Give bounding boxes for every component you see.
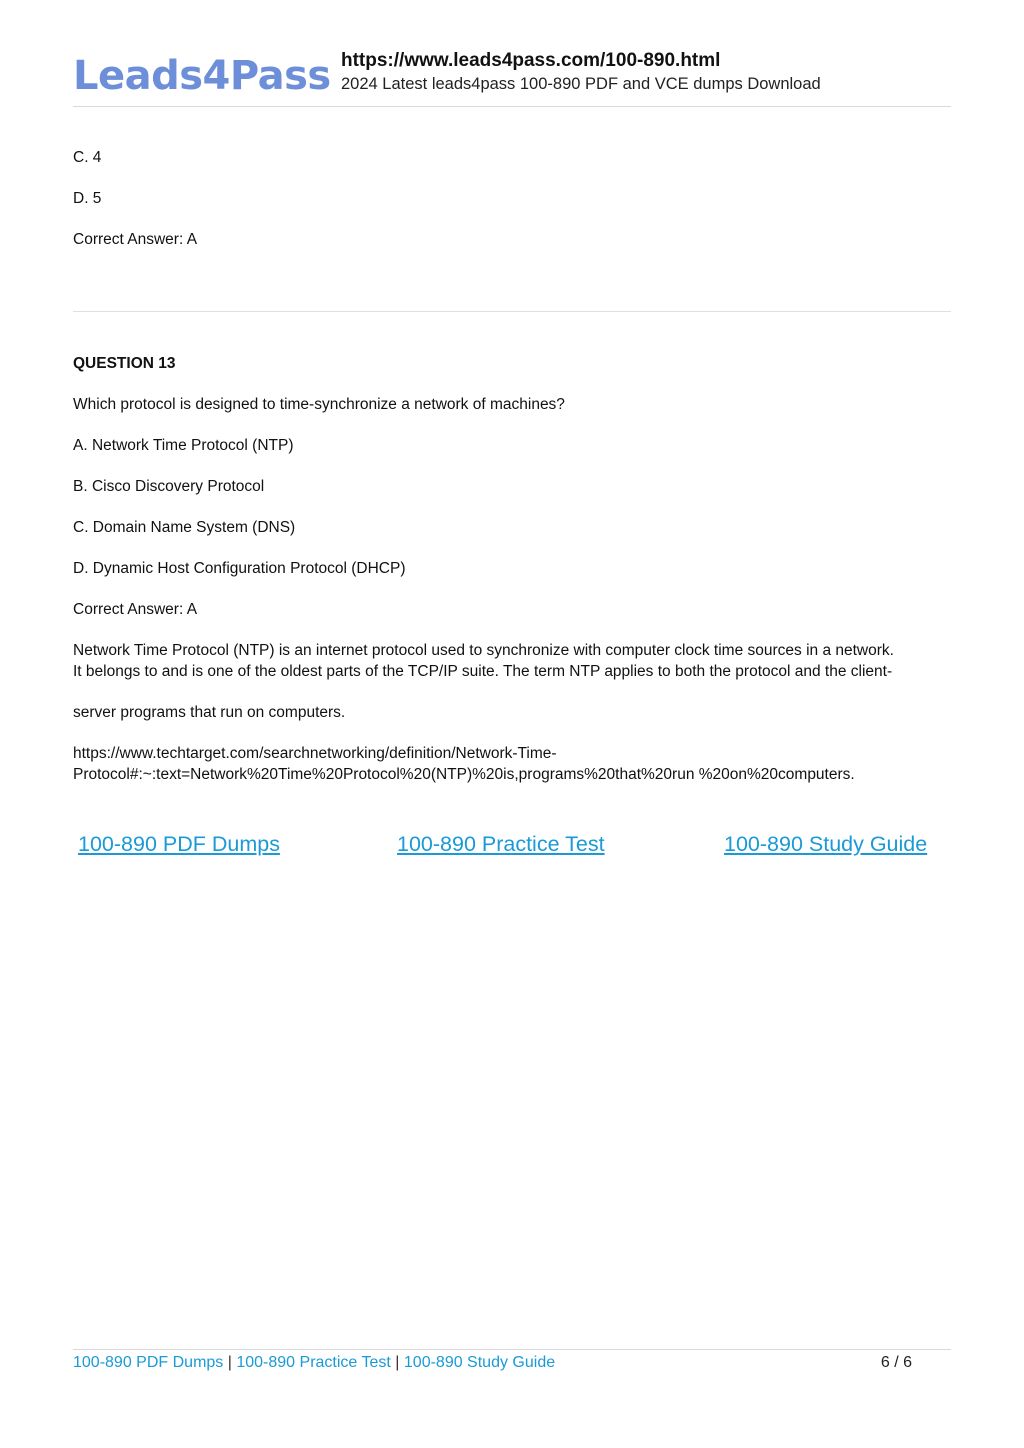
header-subtitle: 2024 Latest leads4pass 100-890 PDF and VCE dumps Download <box>341 75 821 93</box>
page-number: 6 / 6 <box>880 1354 912 1371</box>
practice-test-link[interactable]: 100-890 Practice Test <box>397 832 605 856</box>
previous-question-tail <box>73 147 953 250</box>
pdf-dumps-link[interactable]: 100-890 PDF Dumps <box>78 832 280 856</box>
page-header <box>73 44 951 107</box>
option-c: C. Domain Name System (DNS) <box>73 519 296 536</box>
footer-separator: | <box>227 1354 232 1371</box>
footer-study-guide-link[interactable]: 100-890 Study Guide <box>403 1354 556 1371</box>
question-title: QUESTION 13 <box>73 355 176 372</box>
promo-links <box>73 830 951 860</box>
page-footer <box>73 1349 951 1376</box>
correct-answer: Correct Answer: A <box>73 231 198 248</box>
study-guide-link[interactable]: 100-890 Study Guide <box>724 832 928 856</box>
option-a: A. Network Time Protocol (NTP) <box>73 437 294 454</box>
question-13 <box>73 353 953 785</box>
explanation-line: server programs that run on computers. <box>73 704 346 721</box>
reference-url: Protocol#:~:text=Network%20Time%20Protocol%20(NTP)%20is,programs%20that%20run %20on%20computers. <box>73 766 855 783</box>
option-d: D. 5 <box>73 190 102 207</box>
correct-answer: Correct Answer: A <box>73 601 198 618</box>
leads4pass-logo: Leads4Pass <box>73 53 331 99</box>
footer-pdf-dumps-link[interactable]: 100-890 PDF Dumps <box>73 1354 224 1371</box>
reference-url: https://www.techtarget.com/searchnetworking/definition/Network-Time- <box>73 745 557 762</box>
footer-practice-test-link[interactable]: 100-890 Practice Test <box>236 1354 391 1371</box>
question-text: Which protocol is designed to time-synchronize a network of machines? <box>73 396 565 413</box>
footer-separator: | <box>395 1354 400 1371</box>
footer-links <box>73 1353 555 1373</box>
question-divider <box>73 311 951 312</box>
option-d: D. Dynamic Host Configuration Protocol (DHCP) <box>73 560 406 577</box>
explanation-line: It belongs to and is one of the oldest parts of the TCP/IP suite. The term NTP applies to both the protocol and the client- <box>73 663 893 680</box>
option-c: C. 4 <box>73 149 102 166</box>
explanation-line: Network Time Protocol (NTP) is an internet protocol used to synchronize with computer clock time sources in a network. <box>73 642 894 659</box>
option-b: B. Cisco Discovery Protocol <box>73 478 265 495</box>
header-url[interactable]: https://www.leads4pass.com/100-890.html <box>341 50 721 71</box>
